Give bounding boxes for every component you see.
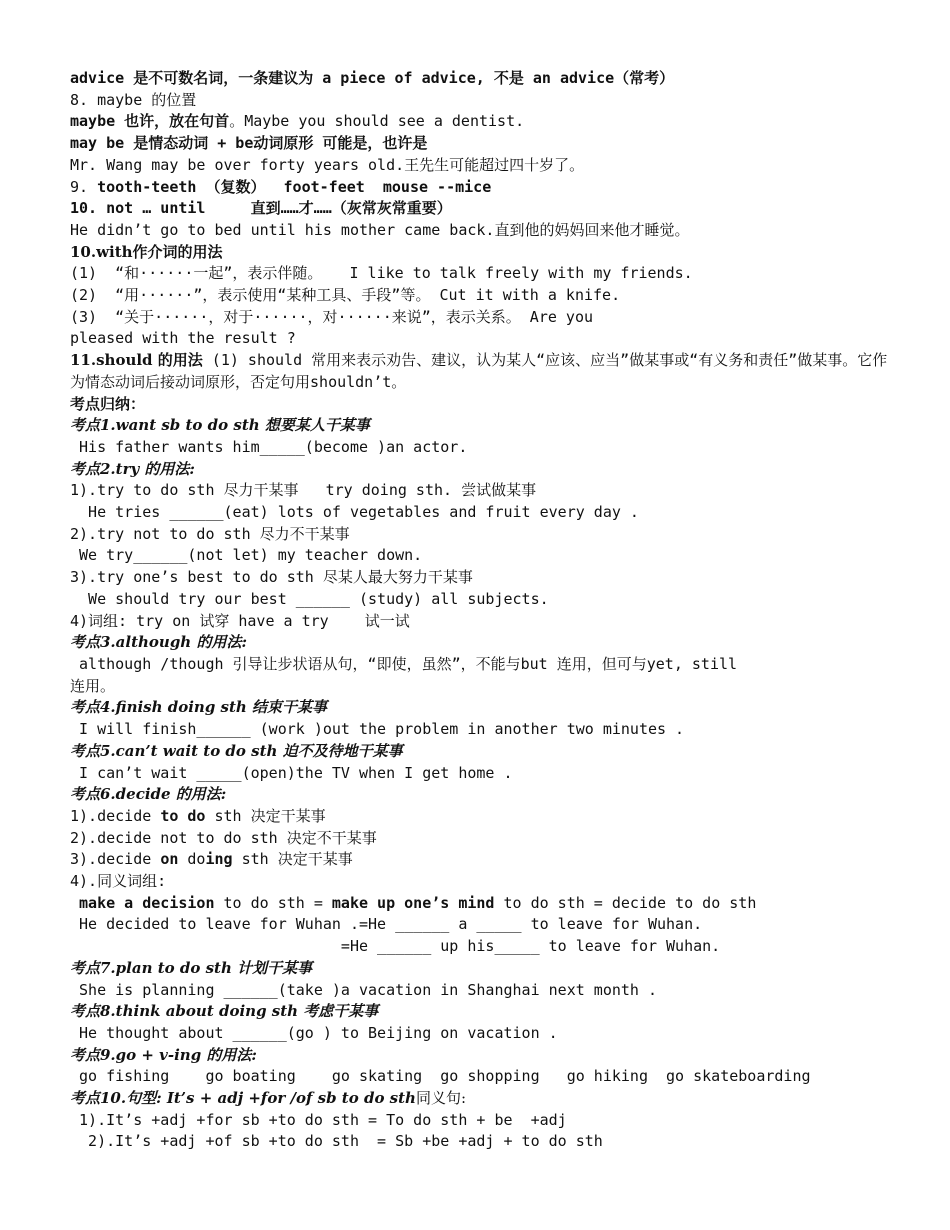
text-line: [70, 198, 890, 220]
text-run: 同义句:: [415, 1089, 467, 1108]
text-line: [70, 567, 890, 589]
text-run: [70, 894, 79, 912]
text-run: 考点8.think about doing sth 考虑干某事: [70, 1002, 379, 1021]
text-run: 考点5.can’t wait to do sth 迫不及待地干某事: [70, 741, 403, 760]
text-line: [70, 828, 890, 850]
text-line: [70, 611, 890, 633]
text-line: [70, 68, 890, 90]
text-run: (2) “用······”，表示使用“某种工具、手段”等。 Cut it with a knife.: [70, 286, 621, 305]
text-line: [70, 741, 890, 763]
text-run: 考点1.want sb to do sth 想要某人干某事: [70, 416, 370, 435]
text-line: [70, 1001, 890, 1023]
text-run: to do sth = decide to do sth: [494, 893, 757, 912]
text-run: go fishing go boating go skating go shopping go hiking go skateboarding: [70, 1067, 811, 1086]
text-run: 连用。: [70, 676, 116, 695]
text-run: 考点9.go + v-ing 的用法:: [70, 1045, 257, 1064]
text-run: 9.: [70, 177, 98, 196]
text-run: although /though 引导让步状语从句，“即使，虽然”，不能与but 连用，但可与yet, still: [70, 654, 738, 673]
text-run: I will finish______ (work )out the problem in another two minutes .: [70, 720, 685, 739]
text-run: 2).It’s +adj +of sb +to do sth = Sb +be +adj + to do sth: [70, 1132, 603, 1151]
text-line: [70, 220, 890, 242]
text-line: [70, 177, 890, 199]
text-line: [70, 459, 890, 481]
text-line: [70, 871, 890, 893]
text-run: Mr. Wang may be over forty years old.王先生可能超过四十岁了。: [70, 155, 585, 174]
text-line: [70, 1045, 890, 1067]
text-run: 3).try one’s best to do sth 尽某人最大努力干某事: [70, 568, 473, 587]
text-run: advice 是不可数名词，一条建议为 a piece of advice, 不是 an advice（常考）: [70, 69, 675, 87]
text-run: I can’t wait _____(open)the TV when I get home .: [70, 763, 513, 782]
text-run: 8. maybe 的位置: [70, 90, 197, 109]
text-run: 考点归纳：: [70, 394, 146, 413]
text-run: 考点10.句型: It’s + adj +for /of sb to do sth: [70, 1089, 416, 1108]
text-run: (3) “关于······，对于······，对······来说”，表示关系。 Are you: [70, 307, 594, 326]
text-line: [70, 328, 890, 350]
text-line: [70, 1088, 890, 1110]
text-run: He decided to leave for Wuhan .=He ______ a _____ to leave for Wuhan.: [70, 915, 703, 934]
text-run: 考点7.plan to do sth 计划干某事: [70, 958, 313, 977]
text-run: He didn’t go to bed until his mother came back.直到他的妈妈回来他才睡觉。: [70, 220, 690, 239]
text-run: We should try our best ______ (study) all subjects.: [70, 589, 549, 608]
text-run: make a decision: [79, 893, 215, 912]
text-line: [70, 958, 890, 980]
text-line: [70, 263, 890, 285]
text-line: [70, 350, 890, 393]
text-run: =He ______ up his_____ to leave for Wuhan.: [70, 937, 721, 956]
text-line: [70, 763, 890, 785]
text-run: 10.with作介词的用法: [70, 242, 223, 261]
text-run: 。Maybe you should see a dentist.: [229, 112, 525, 131]
text-line: [70, 394, 890, 416]
text-run: 考点4.finish doing sth 结束干某事: [70, 698, 328, 717]
text-line: [70, 849, 890, 871]
text-run: 2).decide not to do sth 决定不干某事: [70, 828, 377, 847]
text-run: 1).try to do sth 尽力干某事 try doing sth. 尝试做某事: [70, 481, 537, 500]
text-run: 考点2.try 的用法:: [70, 459, 195, 478]
text-line: [70, 654, 890, 676]
text-line: [70, 480, 890, 502]
text-run: 3).decide: [70, 850, 161, 869]
text-line: [70, 1110, 890, 1132]
text-run: His father wants him_____(become )an actor.: [70, 437, 468, 456]
text-line: [70, 133, 890, 155]
text-line: [70, 697, 890, 719]
text-run: on: [160, 850, 179, 869]
text-line: [70, 806, 890, 828]
text-run: 1).It’s +adj +for sb +to do sth = To do sth + be +adj: [70, 1110, 567, 1129]
text-run: make up one’s mind: [331, 893, 495, 912]
text-run: He thought about ______(go ) to Beijing on vacation .: [70, 1023, 558, 1042]
text-line: [70, 155, 890, 177]
text-line: [70, 111, 890, 133]
text-run: 11.should 的用法: [70, 351, 203, 370]
text-line: [70, 545, 890, 567]
text-line: [70, 1023, 890, 1045]
document-body: [70, 68, 890, 1153]
text-run: (1) should 常用来表示劝告、建议，认为某人“应该、应当”做某事或“有义务和责任”做某事。它作为情态动词后接动词原形，否定句用shouldn’t。: [70, 351, 888, 391]
text-run: He tries ______(eat) lots of vegetables and fruit every day .: [70, 503, 639, 522]
text-line: [70, 936, 890, 958]
text-line: [70, 1066, 890, 1088]
text-line: [70, 914, 890, 936]
text-run: 考点3.although 的用法:: [70, 633, 247, 652]
text-line: [70, 980, 890, 1002]
text-line: [70, 524, 890, 546]
text-line: [70, 307, 890, 329]
text-run: 2).try not to do sth 尽力不干某事: [70, 524, 350, 543]
text-run: She is planning ______(take )a vacation in Shanghai next month .: [70, 980, 657, 999]
text-run: We try______(not let) my teacher down.: [70, 546, 423, 565]
text-line: [70, 676, 890, 698]
text-run: ing: [205, 850, 233, 869]
text-line: [70, 502, 890, 524]
text-line: [70, 893, 890, 915]
text-run: 10. not … until 直到……才……（灰常灰常重要）: [70, 199, 452, 218]
text-run: pleased with the result ?: [70, 329, 296, 348]
text-line: [70, 90, 890, 112]
text-line: [70, 719, 890, 741]
text-line: [70, 242, 890, 264]
text-line: [70, 437, 890, 459]
text-run: 4).同义词组:: [70, 872, 167, 891]
text-line: [70, 415, 890, 437]
text-line: [70, 589, 890, 611]
text-line: [70, 1131, 890, 1153]
text-run: 4)词组: try on 试穿 have a try 试一试: [70, 611, 410, 630]
text-run: to do: [160, 806, 206, 825]
text-run: sth 决定干某事: [205, 806, 326, 825]
text-run: 考点6.decide 的用法:: [70, 785, 227, 804]
text-run: 1).decide: [70, 806, 161, 825]
text-run: tooth-teeth （复数） foot-feet mouse --mice: [97, 177, 492, 196]
text-run: may be 是情态动词 + be动词原形 可能是，也许是: [70, 134, 428, 153]
text-run: (1) “和······一起”，表示伴随。 I like to talk freely with my friends.: [70, 264, 693, 283]
text-line: [70, 784, 890, 806]
text-line: [70, 285, 890, 307]
text-run: do: [178, 850, 206, 869]
text-run: maybe 也许，放在句首: [70, 112, 230, 131]
text-line: [70, 632, 890, 654]
text-run: to do sth =: [214, 893, 332, 912]
text-run: sth 决定干某事: [232, 850, 353, 869]
